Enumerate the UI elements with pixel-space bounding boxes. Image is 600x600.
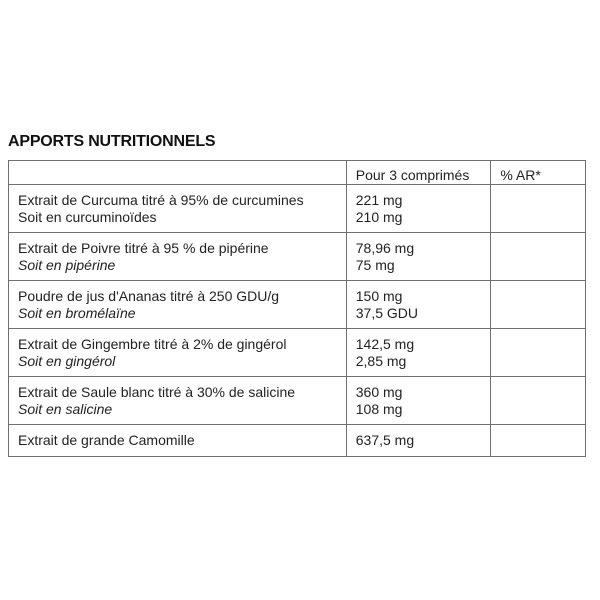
ingredient-name: Extrait de Poivre titré à 95 % de pipérine bbox=[18, 240, 269, 256]
ar-cell bbox=[491, 233, 586, 281]
sub-amount-value: 37,5 GDU bbox=[355, 305, 418, 321]
amount-cell bbox=[346, 425, 491, 457]
amount-cell bbox=[346, 233, 491, 281]
ar-cell bbox=[491, 281, 586, 329]
table-header-row bbox=[9, 161, 586, 185]
table-row bbox=[9, 233, 586, 281]
sub-amount-value: 108 mg bbox=[355, 401, 403, 417]
amount-value: 142,5 mg bbox=[355, 336, 415, 352]
sub-amount-value: 75 mg bbox=[355, 257, 395, 273]
amount-value: 360 mg bbox=[355, 384, 403, 400]
ingredient-sub: Soit en gingérol bbox=[18, 353, 116, 369]
page-title: APPORTS NUTRITIONNELS bbox=[8, 133, 216, 150]
ingredient-name: Poudre de jus d'Ananas titré à 250 GDU/g bbox=[18, 288, 280, 304]
nutrition-table bbox=[8, 160, 586, 457]
table-row bbox=[9, 329, 586, 377]
ingredient-cell bbox=[9, 281, 347, 329]
table-row bbox=[9, 425, 586, 457]
table-row bbox=[9, 281, 586, 329]
ingredient-name: Extrait de Saule blanc titré à 30% de salicine bbox=[18, 384, 296, 400]
ingredient-name: Extrait de Gingembre titré à 2% de gingérol bbox=[18, 336, 287, 352]
ingredient-cell bbox=[9, 185, 347, 233]
ingredient-cell bbox=[9, 329, 347, 377]
ingredient-cell bbox=[9, 425, 347, 457]
ar-cell bbox=[491, 377, 586, 425]
ingredient-name: Extrait de grande Camomille bbox=[18, 432, 195, 448]
amount-value: 221 mg bbox=[355, 192, 403, 208]
ingredient-cell bbox=[9, 377, 347, 425]
sub-amount-value: 210 mg bbox=[355, 209, 403, 225]
ar-cell bbox=[491, 425, 586, 457]
ar-cell bbox=[491, 185, 586, 233]
amount-value: 78,96 mg bbox=[355, 240, 415, 256]
ingredient-sub: Soit en bromélaïne bbox=[18, 305, 136, 321]
amount-cell bbox=[346, 281, 491, 329]
ingredient-name: Extrait de Curcuma titré à 95% de curcumines bbox=[18, 192, 304, 208]
header-cell-amount: Pour 3 comprimés bbox=[346, 161, 491, 185]
header-cell-ingredient bbox=[9, 161, 347, 185]
amount-value: 637,5 mg bbox=[355, 432, 415, 448]
ingredient-sub: Soit en pipérine bbox=[18, 257, 116, 273]
table-row bbox=[9, 377, 586, 425]
ingredient-cell bbox=[9, 233, 347, 281]
amount-cell bbox=[346, 377, 491, 425]
amount-cell bbox=[346, 185, 491, 233]
table-row bbox=[9, 185, 586, 233]
ingredient-sub: Soit en salicine bbox=[18, 401, 113, 417]
ingredient-sub: Soit en curcuminoïdes bbox=[18, 209, 157, 225]
amount-cell bbox=[346, 329, 491, 377]
amount-value: 150 mg bbox=[355, 288, 403, 304]
sub-amount-value: 2,85 mg bbox=[355, 353, 407, 369]
ar-cell bbox=[491, 329, 586, 377]
header-cell-ar: % AR* bbox=[491, 161, 586, 185]
